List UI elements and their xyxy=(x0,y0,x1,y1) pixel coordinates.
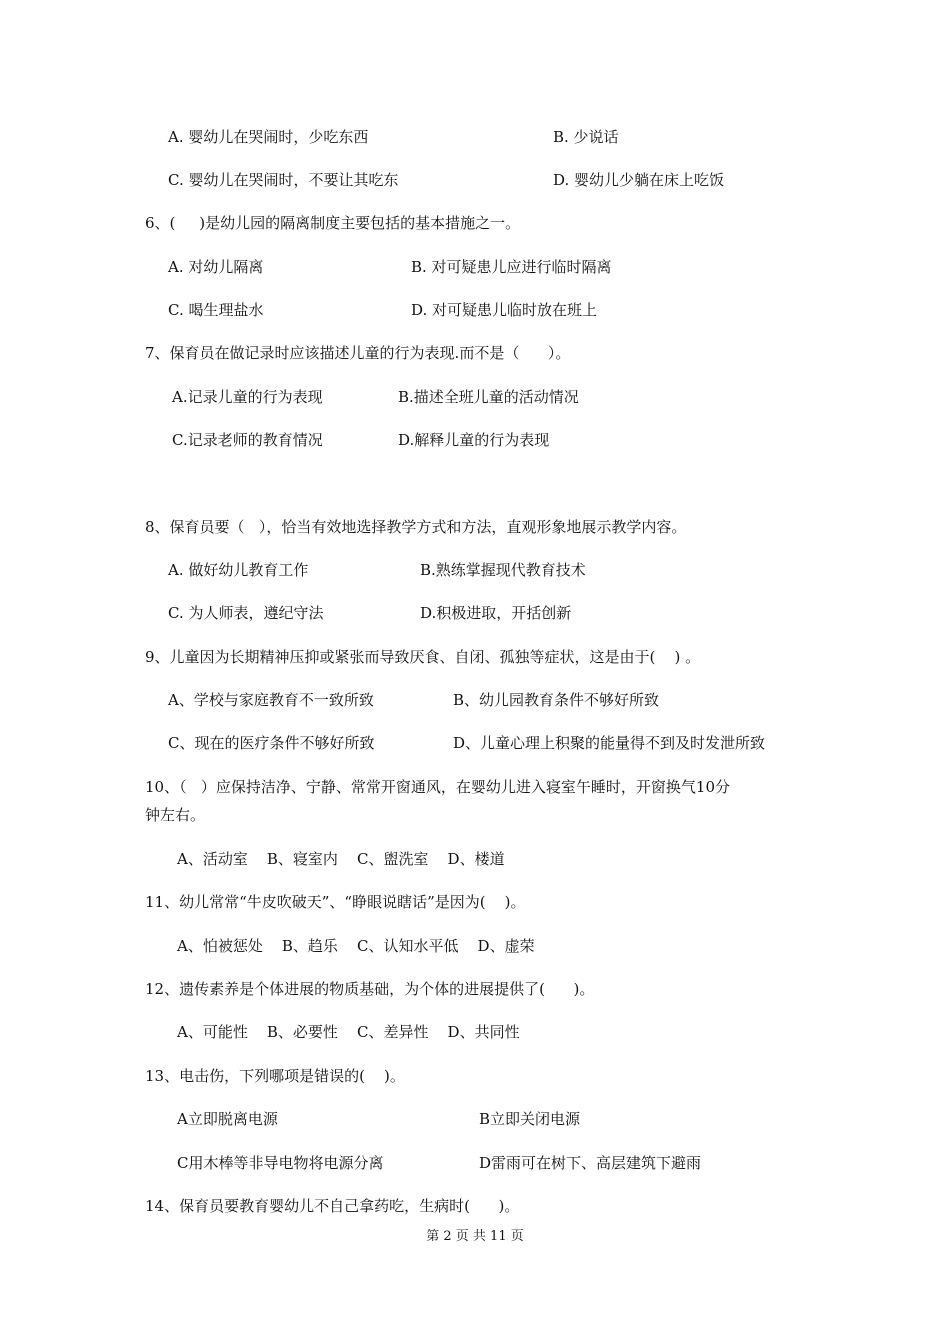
q9-option-d: D、儿童心理上积聚的能量得不到及时发泄所致 xyxy=(453,734,766,752)
q9-option-b: B、幼儿园教育条件不够好所致 xyxy=(453,691,660,709)
q13-option-a: A立即脱离电源 xyxy=(177,1110,278,1128)
q13-option-b: B立即关闭电源 xyxy=(479,1110,581,1128)
q6-text: 6、( )是幼儿园的隔离制度主要包括的基本措施之一。 xyxy=(145,214,521,232)
q10-text-line1: 10、（ ）应保持洁净、宁静、常常开窗通风，在婴幼儿进入寝室午睡时，开窗换气10分 xyxy=(145,778,730,796)
q7-option-b: B.描述全班儿童的活动情况 xyxy=(398,388,579,406)
q12-text: 12、遗传素养是个体进展的物质基础，为个体的进展提供了( )。 xyxy=(145,980,595,998)
q6-option-c: C. 喝生理盐水 xyxy=(168,301,264,319)
q8-text: 8、保育员要（ ），恰当有效地选择教学方式和方法，直观形象地展示教学内容。 xyxy=(145,518,687,536)
q5-option-b: B. 少说话 xyxy=(553,128,619,146)
q6-option-b: B. 对可疑患儿应进行临时隔离 xyxy=(411,258,612,276)
q7-option-c: C.记录老师的教育情况 xyxy=(172,431,323,449)
q12-options: A、可能性 B、必要性 C、差异性 D、共同性 xyxy=(177,1023,520,1041)
q13-option-d: D雷雨可在树下、高层建筑下避雨 xyxy=(479,1154,702,1172)
q14-text: 14、保育员要教育婴幼儿不自己拿药吃，生病时( )。 xyxy=(145,1197,520,1215)
q11-text: 11、幼儿常常“牛皮吹破天”、“睁眼说瞎话”是因为( )。 xyxy=(145,893,526,911)
q5-option-d: D. 婴幼儿少躺在床上吃饭 xyxy=(553,171,725,189)
q9-text: 9、儿童因为长期精神压抑或紧张而导致厌食、自闭、孤独等症状，这是由于( ) 。 xyxy=(145,648,701,666)
q5-option-a: A. 婴幼儿在哭闹时，少吃东西 xyxy=(168,128,369,146)
q7-option-d: D.解释儿童的行为表现 xyxy=(398,431,550,449)
q6-option-d: D. 对可疑患儿临时放在班上 xyxy=(411,301,598,319)
page-footer: 第 2 页 共 11 页 xyxy=(426,1229,524,1244)
q6-option-a: A. 对幼儿隔离 xyxy=(168,258,264,276)
q8-option-b: B.熟练掌握现代教育技术 xyxy=(420,561,586,579)
q9-option-c: C、现在的医疗条件不够好所致 xyxy=(168,734,375,752)
q9-option-a: A、学校与家庭教育不一致所致 xyxy=(168,691,374,709)
q8-option-d: D.积极进取，开括创新 xyxy=(420,604,572,622)
q11-options: A、怕被惩处 B、趋乐 C、认知水平低 D、虚荣 xyxy=(177,937,535,955)
q10-options: A、活动室 B、寝室内 C、盥洗室 D、楼道 xyxy=(177,850,505,868)
q13-option-c: C用木棒等非导电物将电源分离 xyxy=(177,1154,384,1172)
q8-option-a: A. 做好幼儿教育工作 xyxy=(168,561,309,579)
q8-option-c: C. 为人师表，遵纪守法 xyxy=(168,604,324,622)
q5-option-c: C. 婴幼儿在哭闹时，不要让其吃东 xyxy=(168,171,399,189)
q7-option-a: A.记录儿童的行为表现 xyxy=(172,388,323,406)
q13-text: 13、电击伤，下列哪项是错误的( )。 xyxy=(145,1067,405,1085)
q7-text: 7、保育员在做记录时应该描述儿童的行为表现.而不是（ ）。 xyxy=(145,344,571,362)
q10-text-line2: 钟左右。 xyxy=(145,806,206,824)
